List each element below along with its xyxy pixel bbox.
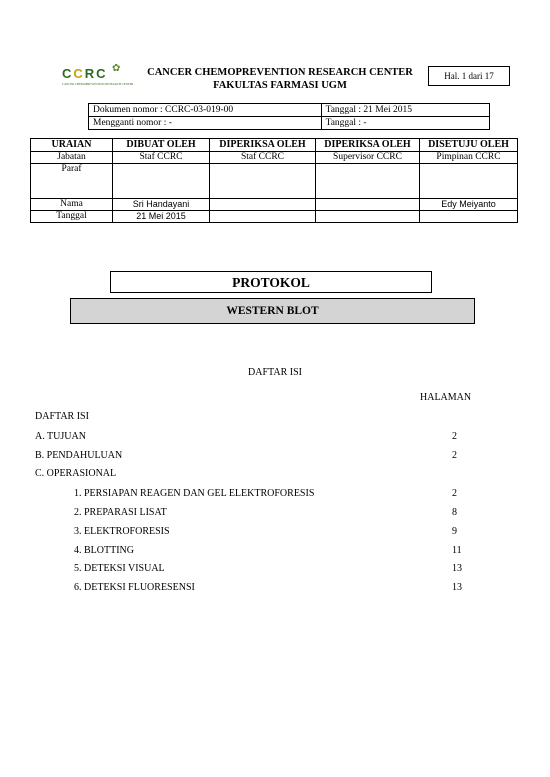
doc-date: Tanggal : 21 Mei 2015 bbox=[321, 104, 489, 117]
paraf-diperiksa-2 bbox=[316, 164, 420, 199]
header-title-line2: FAKULTAS FARMASI UGM bbox=[213, 80, 347, 91]
jabatan-row bbox=[31, 152, 518, 164]
paraf-dibuat bbox=[113, 164, 210, 199]
toc-item-page: 13 bbox=[452, 563, 462, 574]
protocol-label: PROTOKOL bbox=[110, 271, 432, 293]
nama-diperiksa-2 bbox=[316, 199, 420, 211]
nama-label: Nama bbox=[31, 199, 113, 211]
toc-item: C. OPERASIONAL bbox=[35, 468, 117, 479]
jabatan-label: Jabatan bbox=[31, 152, 113, 164]
toc-item: 2. PREPARASI LISAT bbox=[74, 507, 167, 518]
toc-item: 5. DETEKSI VISUAL bbox=[74, 563, 165, 574]
toc-item: 1. PERSIAPAN REAGEN DAN GEL ELEKTROFORESIS bbox=[74, 488, 315, 499]
logo-text: CCRC bbox=[62, 66, 108, 81]
header-title-line1: CANCER CHEMOPREVENTION RESEARCH CENTER bbox=[147, 67, 413, 78]
toc-page-header: HALAMAN bbox=[420, 392, 472, 403]
toc-item-page: 2 bbox=[452, 450, 457, 461]
toc-item-page: 13 bbox=[452, 582, 462, 593]
doc-number-row bbox=[89, 104, 490, 117]
toc-item: 3. ELEKTROFORESIS bbox=[74, 526, 170, 537]
tanggal-label: Tanggal bbox=[31, 211, 113, 223]
toc-item-page: 11 bbox=[452, 545, 462, 556]
tanggal-dibuat: 21 Mei 2015 bbox=[113, 211, 210, 223]
paraf-diperiksa-1 bbox=[210, 164, 316, 199]
toc-item: 6. DETEKSI FLUORESENSI bbox=[74, 582, 195, 593]
nama-disetuju: Edy Meiyanto bbox=[420, 199, 518, 211]
nama-diperiksa-1 bbox=[210, 199, 316, 211]
paraf-label: Paraf bbox=[31, 164, 113, 199]
document-info-table bbox=[88, 103, 490, 130]
tanggal-diperiksa-1 bbox=[210, 211, 316, 223]
nama-dibuat: Sri Handayani bbox=[113, 199, 210, 211]
toc-item-page: 9 bbox=[452, 526, 457, 537]
toc-item-page: 8 bbox=[452, 507, 457, 518]
approval-header-row bbox=[31, 139, 518, 152]
tanggal-diperiksa-2 bbox=[316, 211, 420, 223]
ccrc-logo bbox=[62, 63, 134, 90]
toc-item: A. TUJUAN bbox=[35, 431, 86, 442]
tanggal-disetuju bbox=[420, 211, 518, 223]
header-title bbox=[140, 66, 420, 92]
jabatan-dibuat: Staf CCRC bbox=[113, 152, 210, 164]
jabatan-diperiksa-1: Staf CCRC bbox=[210, 152, 316, 164]
protocol-title: WESTERN BLOT bbox=[70, 298, 475, 324]
toc-item: 4. BLOTTING bbox=[74, 545, 134, 556]
toc-item: DAFTAR ISI bbox=[35, 411, 89, 422]
approval-table bbox=[30, 138, 518, 223]
page-number-box: Hal. 1 dari 17 bbox=[428, 66, 510, 86]
col-uraian: URAIAN bbox=[31, 139, 113, 152]
col-dibuat-oleh: DIBUAT OLEH bbox=[113, 139, 210, 152]
nama-row bbox=[31, 199, 518, 211]
toc-item: B. PENDAHULUAN bbox=[35, 450, 123, 461]
toc-item-page: 2 bbox=[452, 431, 457, 442]
paraf-row bbox=[31, 164, 518, 199]
flower-icon: ✿ bbox=[112, 63, 121, 74]
jabatan-diperiksa-2: Supervisor CCRC bbox=[316, 152, 420, 164]
paraf-disetuju bbox=[420, 164, 518, 199]
col-diperiksa-oleh-1: DIPERIKSA OLEH bbox=[210, 139, 316, 152]
replaces-row bbox=[89, 117, 490, 130]
toc-title: DAFTAR ISI bbox=[248, 367, 302, 378]
col-disetuju-oleh: DISETUJU OLEH bbox=[420, 139, 518, 152]
logo-tagline: CANCER CHEMOPREVENTION RESEARCH CENTER bbox=[62, 82, 134, 86]
toc-item-page: 2 bbox=[452, 488, 457, 499]
doc-number: Dokumen nomor : CCRC-03-019-00 bbox=[89, 104, 322, 117]
jabatan-disetuju: Pimpinan CCRC bbox=[420, 152, 518, 164]
replaces-date: Tanggal : - bbox=[321, 117, 489, 130]
tanggal-row bbox=[31, 211, 518, 223]
col-diperiksa-oleh-2: DIPERIKSA OLEH bbox=[316, 139, 420, 152]
replaces-number: Mengganti nomor : - bbox=[89, 117, 322, 130]
